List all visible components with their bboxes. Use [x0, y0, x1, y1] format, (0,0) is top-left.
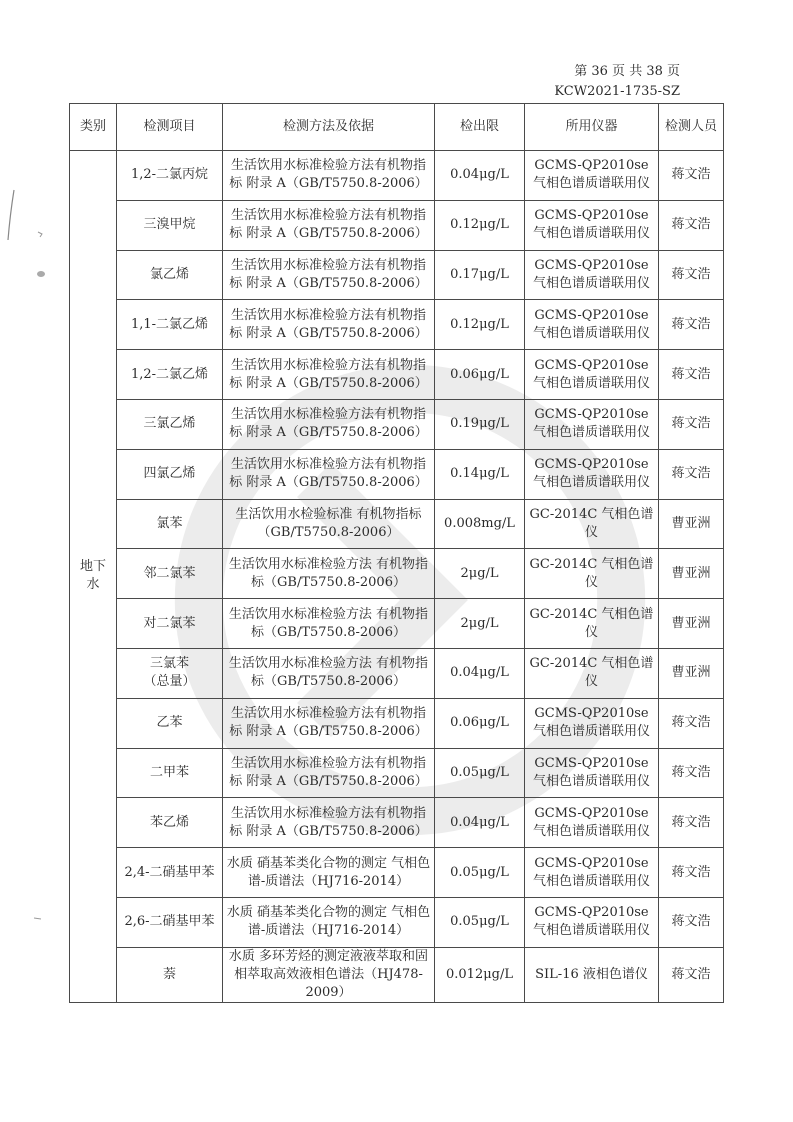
method-cell: 生活饮用水标准检验方法有机物指标 附录 A（GB/T5750.8-2006）	[223, 698, 435, 748]
item-cell: 二甲苯	[117, 748, 223, 798]
table-header-row	[70, 104, 724, 151]
analyst-cell: 曹亚洲	[659, 499, 724, 549]
item-cell: 三氯苯 （总量）	[117, 648, 223, 698]
table-row	[70, 848, 724, 898]
method-cell: 生活饮用水标准检验方法 有机物指标（GB/T5750.8-2006）	[223, 549, 435, 599]
analyst-cell: 蒋文浩	[659, 698, 724, 748]
limit-cell: 0.14μg/L	[435, 449, 525, 499]
analyst-cell: 曹亚洲	[659, 599, 724, 649]
analyst-cell: 蒋文浩	[659, 300, 724, 350]
limit-cell: 0.04μg/L	[435, 648, 525, 698]
item-cell: 三溴甲烷	[117, 200, 223, 250]
method-cell: 生活饮用水标准检验方法 有机物指标（GB/T5750.8-2006）	[223, 648, 435, 698]
item-cell: 苯乙烯	[117, 798, 223, 848]
page-indicator: 第 36 页 共 38 页	[574, 64, 680, 79]
instrument-cell: GCMS-QP2010se 气相色谱质谱联用仪	[525, 698, 659, 748]
header-item: 检测项目	[117, 104, 223, 151]
instrument-cell: GCMS-QP2010se 气相色谱质谱联用仪	[525, 449, 659, 499]
header-category: 类别	[70, 104, 117, 151]
header-analyst: 检测人员	[659, 104, 724, 151]
analyst-cell: 蒋文浩	[659, 200, 724, 250]
limit-cell: 0.12μg/L	[435, 200, 525, 250]
table-row	[70, 300, 724, 350]
limit-cell: 0.012μg/L	[435, 947, 525, 1002]
table-row	[70, 947, 724, 1002]
limit-cell: 0.06μg/L	[435, 698, 525, 748]
limit-cell: 0.05μg/L	[435, 897, 525, 947]
limit-cell: 0.17μg/L	[435, 250, 525, 300]
analyst-cell: 蒋文浩	[659, 449, 724, 499]
limit-cell: 0.12μg/L	[435, 300, 525, 350]
instrument-cell: GCMS-QP2010se 气相色谱质谱联用仪	[525, 848, 659, 898]
item-cell: 1,1-二氯乙烯	[117, 300, 223, 350]
table-row	[70, 350, 724, 400]
item-cell: 三氯乙烯	[117, 399, 223, 449]
header-method: 检测方法及依据	[223, 104, 435, 151]
table-row	[70, 648, 724, 698]
method-cell: 生活饮用水标准检验方法有机物指标 附录 A（GB/T5750.8-2006）	[223, 748, 435, 798]
instrument-cell: GCMS-QP2010se 气相色谱质谱联用仪	[525, 897, 659, 947]
method-cell: 水质 硝基苯类化合物的测定 气相色谱-质谱法（HJ716-2014）	[223, 848, 435, 898]
item-cell: 萘	[117, 947, 223, 1002]
method-cell: 生活饮用水标准检验方法有机物指标 附录 A（GB/T5750.8-2006）	[223, 200, 435, 250]
table-row	[70, 798, 724, 848]
analyst-cell: 蒋文浩	[659, 897, 724, 947]
analyst-cell: 曹亚洲	[659, 549, 724, 599]
page-header	[554, 62, 680, 102]
method-cell: 生活饮用水标准检验方法有机物指标 附录 A（GB/T5750.8-2006）	[223, 151, 435, 201]
instrument-cell: GC-2014C 气相色谱仪	[525, 499, 659, 549]
method-cell: 生活饮用水标准检验方法有机物指标 附录 A（GB/T5750.8-2006）	[223, 350, 435, 400]
item-cell: 氯乙烯	[117, 250, 223, 300]
category-cell: 地下 水	[70, 151, 117, 1003]
limit-cell: 2μg/L	[435, 599, 525, 649]
method-cell: 生活饮用水标准检验方法有机物指标 附录 A（GB/T5750.8-2006）	[223, 798, 435, 848]
limit-cell: 0.04μg/L	[435, 151, 525, 201]
table-row	[70, 200, 724, 250]
analyst-cell: 曹亚洲	[659, 648, 724, 698]
method-cell: 水质 多环芳烃的测定液液萃取和固相萃取高效液相色谱法（HJ478-2009）	[223, 947, 435, 1002]
limit-cell: 0.06μg/L	[435, 350, 525, 400]
limit-cell: 0.008mg/L	[435, 499, 525, 549]
report-number: KCW2021-1735-SZ	[554, 84, 680, 99]
table-row	[70, 449, 724, 499]
item-cell: 2,6-二硝基甲苯	[117, 897, 223, 947]
instrument-cell: GCMS-QP2010se 气相色谱质谱联用仪	[525, 300, 659, 350]
header-limit: 检出限	[435, 104, 525, 151]
header-instrument: 所用仪器	[525, 104, 659, 151]
instrument-cell: GCMS-QP2010se 气相色谱质谱联用仪	[525, 798, 659, 848]
limit-cell: 2μg/L	[435, 549, 525, 599]
item-cell: 2,4-二硝基甲苯	[117, 848, 223, 898]
analyst-cell: 蒋文浩	[659, 350, 724, 400]
table-row	[70, 250, 724, 300]
limit-cell: 0.19μg/L	[435, 399, 525, 449]
table-row	[70, 549, 724, 599]
instrument-cell: GCMS-QP2010se 气相色谱质谱联用仪	[525, 151, 659, 201]
instrument-cell: GCMS-QP2010se 气相色谱质谱联用仪	[525, 399, 659, 449]
table-row	[70, 897, 724, 947]
method-cell: 生活饮用水标准检验方法有机物指标 附录 A（GB/T5750.8-2006）	[223, 300, 435, 350]
instrument-cell: SIL-16 液相色谱仪	[525, 947, 659, 1002]
method-cell: 生活饮用水检验标准 有机物指标（GB/T5750.8-2006）	[223, 499, 435, 549]
table-row	[70, 151, 724, 201]
item-cell: 氯苯	[117, 499, 223, 549]
instrument-cell: GC-2014C 气相色谱仪	[525, 549, 659, 599]
item-cell: 1,2-二氯乙烯	[117, 350, 223, 400]
analyst-cell: 蒋文浩	[659, 151, 724, 201]
item-cell: 乙苯	[117, 698, 223, 748]
table-row	[70, 399, 724, 449]
item-cell: 1,2-二氯丙烷	[117, 151, 223, 201]
method-cell: 生活饮用水标准检验方法有机物指标 附录 A（GB/T5750.8-2006）	[223, 449, 435, 499]
limit-cell: 0.04μg/L	[435, 798, 525, 848]
detection-method-table	[69, 103, 724, 1003]
instrument-cell: GC-2014C 气相色谱仪	[525, 599, 659, 649]
table-row	[70, 599, 724, 649]
method-cell: 水质 硝基苯类化合物的测定 气相色谱-质谱法（HJ716-2014）	[223, 897, 435, 947]
limit-cell: 0.05μg/L	[435, 848, 525, 898]
item-cell: 四氯乙烯	[117, 449, 223, 499]
instrument-cell: GCMS-QP2010se 气相色谱质谱联用仪	[525, 748, 659, 798]
instrument-cell: GCMS-QP2010se 气相色谱质谱联用仪	[525, 350, 659, 400]
table-row	[70, 698, 724, 748]
analyst-cell: 蒋文浩	[659, 748, 724, 798]
limit-cell: 0.05μg/L	[435, 748, 525, 798]
instrument-cell: GC-2014C 气相色谱仪	[525, 648, 659, 698]
table-row	[70, 499, 724, 549]
instrument-cell: GCMS-QP2010se 气相色谱质谱联用仪	[525, 250, 659, 300]
table-row	[70, 748, 724, 798]
item-cell: 对二氯苯	[117, 599, 223, 649]
item-cell: 邻二氯苯	[117, 549, 223, 599]
analyst-cell: 蒋文浩	[659, 399, 724, 449]
analyst-cell: 蒋文浩	[659, 250, 724, 300]
analyst-cell: 蒋文浩	[659, 798, 724, 848]
instrument-cell: GCMS-QP2010se 气相色谱质谱联用仪	[525, 200, 659, 250]
analyst-cell: 蒋文浩	[659, 947, 724, 1002]
analyst-cell: 蒋文浩	[659, 848, 724, 898]
method-cell: 生活饮用水标准检验方法有机物指标 附录 A（GB/T5750.8-2006）	[223, 250, 435, 300]
method-cell: 生活饮用水标准检验方法有机物指标 附录 A（GB/T5750.8-2006）	[223, 399, 435, 449]
method-cell: 生活饮用水标准检验方法 有机物指标（GB/T5750.8-2006）	[223, 599, 435, 649]
